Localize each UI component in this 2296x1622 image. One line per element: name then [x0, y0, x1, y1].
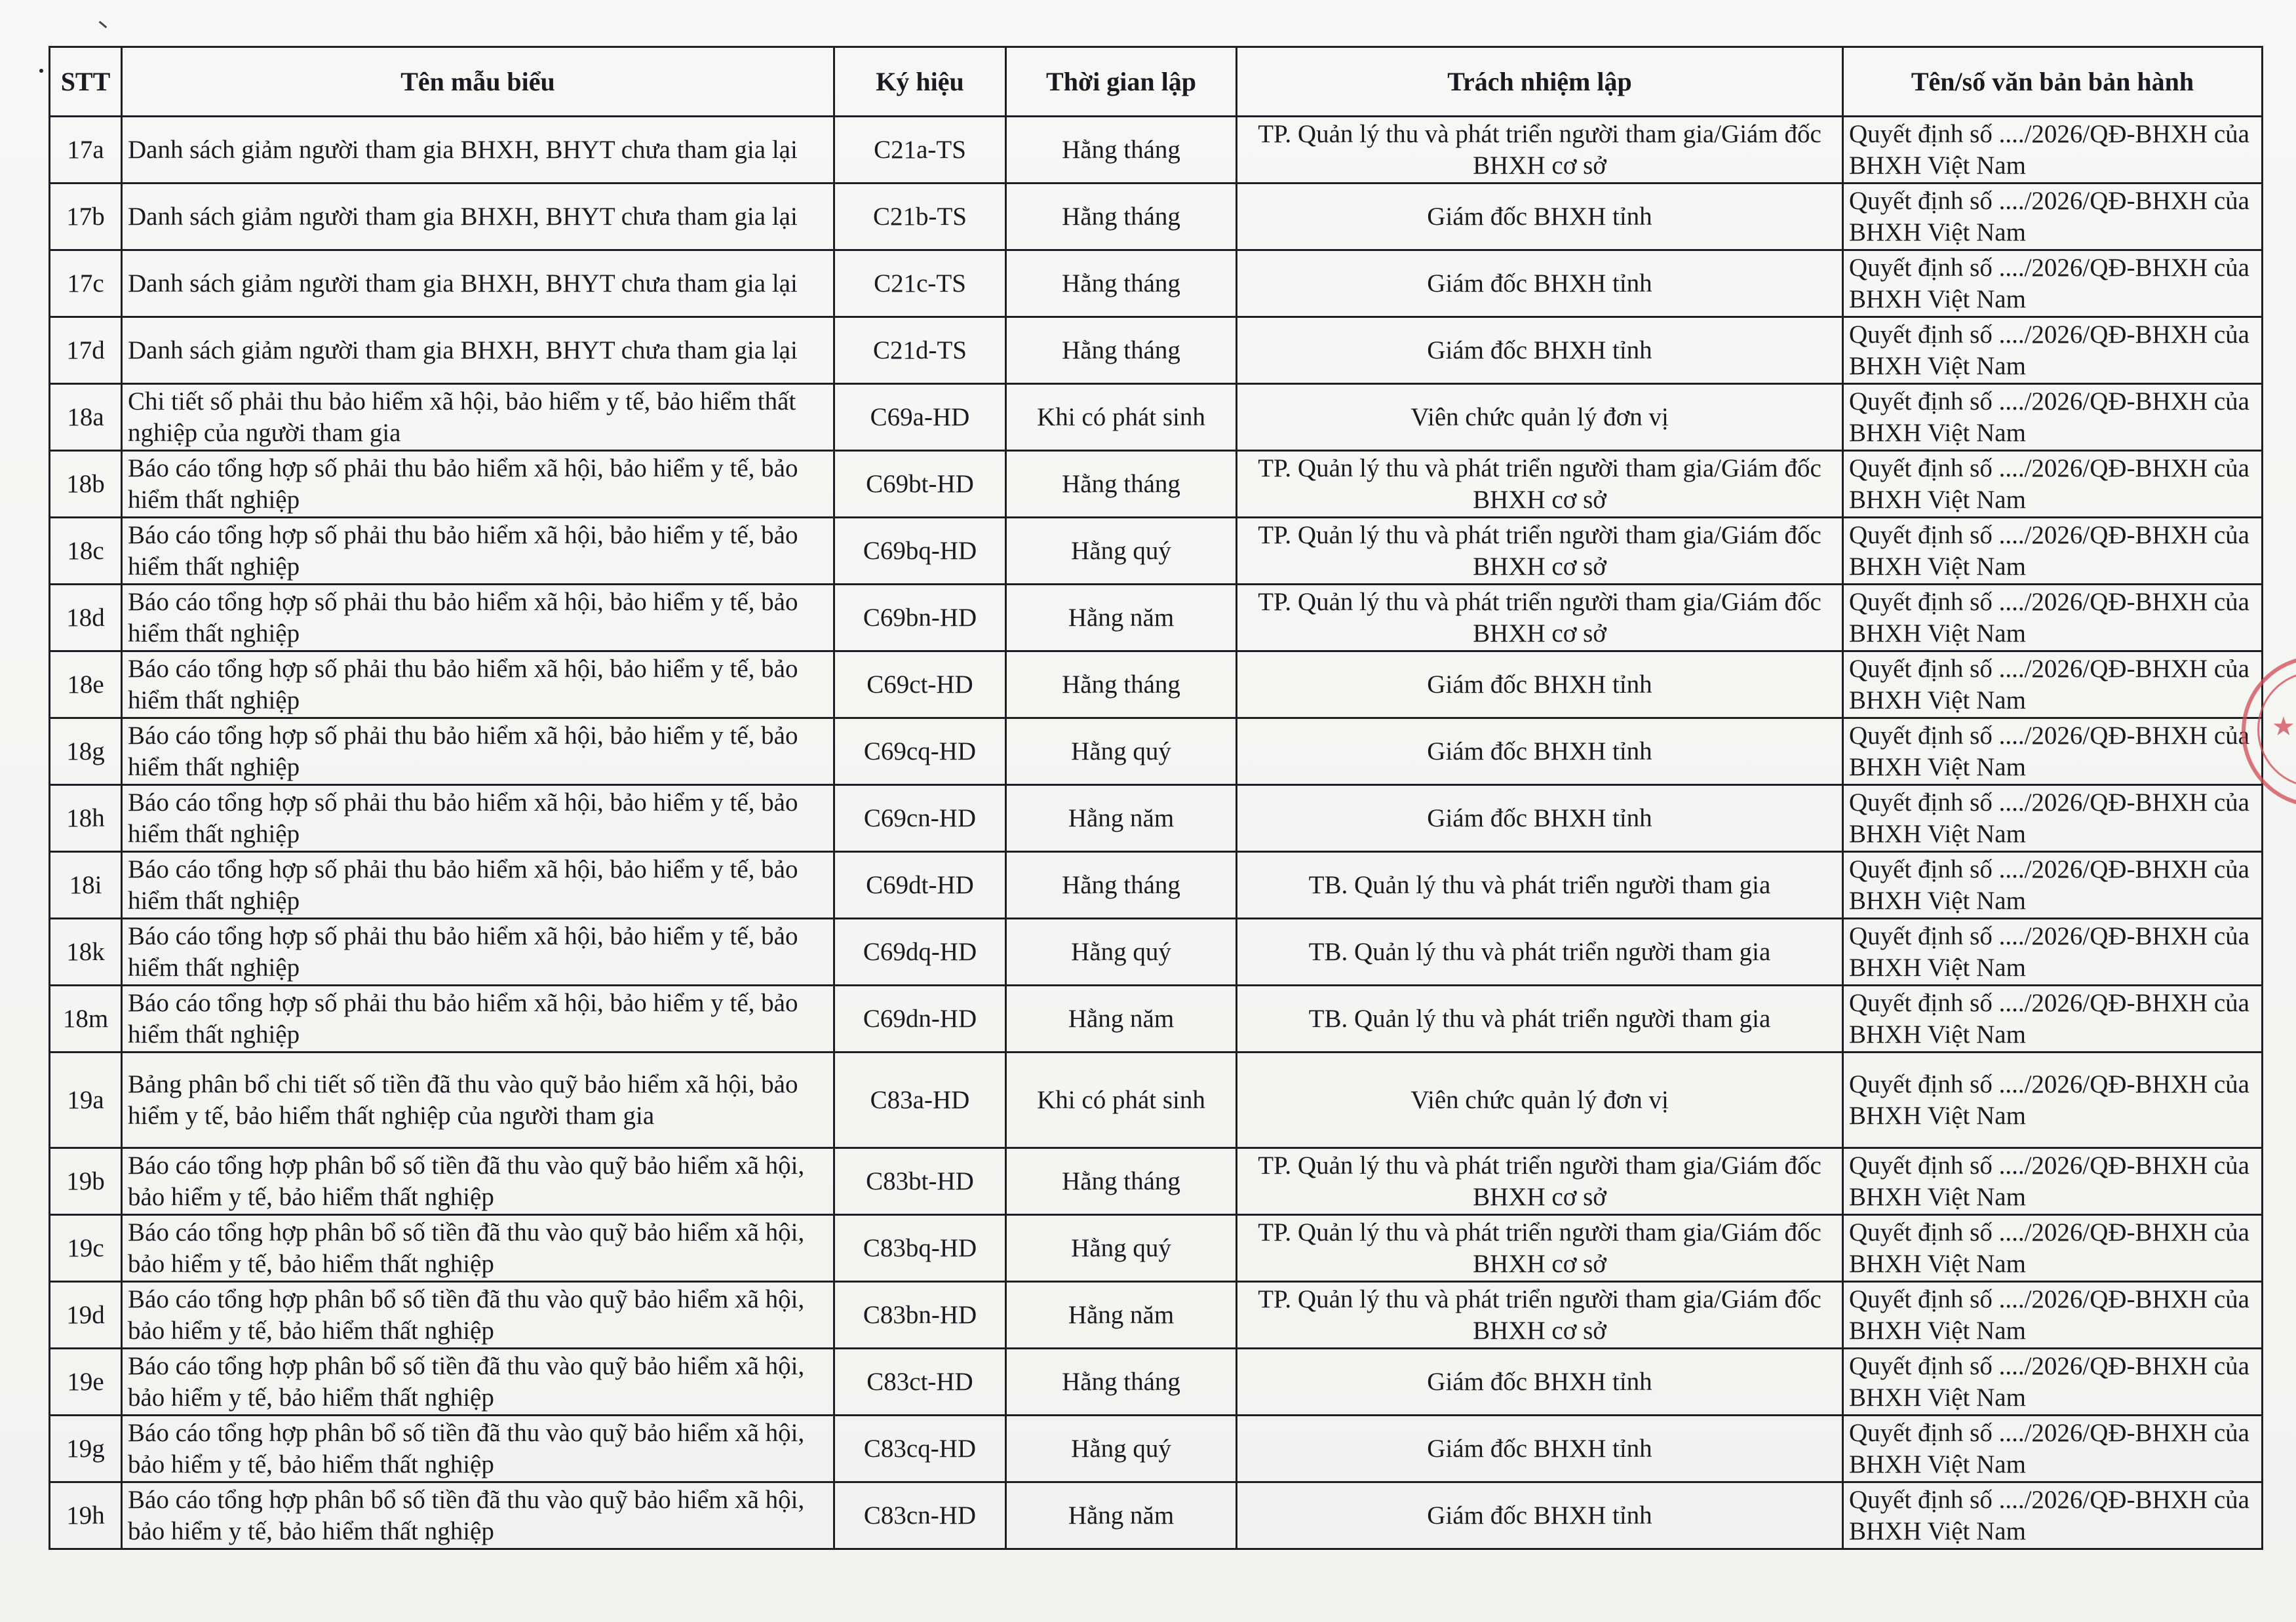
cell-form-name: Báo cáo tổng hợp số phải thu bảo hiểm xã hội, bảo hiểm y tế, bảo hiểm thất nghiệp — [122, 451, 834, 518]
cell-document: Quyết định số ..../2026/QĐ-BHXH của BHXH Việt Nam — [1843, 183, 2263, 250]
cell-responsibility: TB. Quản lý thu và phát triển người tham gia — [1237, 852, 1843, 919]
cell-responsibility: Giám đốc BHXH tỉnh — [1237, 1416, 1843, 1482]
cell-time: Hằng quý — [1006, 919, 1237, 986]
cell-stt: 19e — [50, 1349, 122, 1416]
cell-code: C69a-HD — [834, 384, 1006, 451]
cell-time: Hằng tháng — [1006, 250, 1237, 317]
table-row — [50, 852, 2263, 919]
cell-responsibility: TP. Quản lý thu và phát triển người tham gia/Giám đốc BHXH cơ sở — [1237, 1282, 1843, 1349]
cell-code: C69cq-HD — [834, 718, 1006, 785]
table-row — [50, 451, 2263, 518]
cell-time: Hằng tháng — [1006, 852, 1237, 919]
table-row — [50, 518, 2263, 585]
table-row — [50, 986, 2263, 1052]
table-row — [50, 1282, 2263, 1349]
cell-document: Quyết định số ..../2026/QĐ-BHXH của BHXH Việt Nam — [1843, 651, 2263, 718]
cell-document: Quyết định số ..../2026/QĐ-BHXH của BHXH Việt Nam — [1843, 518, 2263, 585]
cell-responsibility: Giám đốc BHXH tỉnh — [1237, 718, 1843, 785]
cell-stt: 19a — [50, 1052, 122, 1148]
cell-code: C83bt-HD — [834, 1148, 1006, 1215]
table-row — [50, 317, 2263, 384]
cell-code: C83cq-HD — [834, 1416, 1006, 1482]
cell-document: Quyết định số ..../2026/QĐ-BHXH của BHXH Việt Nam — [1843, 1215, 2263, 1282]
table-row — [50, 919, 2263, 986]
cell-form-name: Báo cáo tổng hợp phân bổ số tiền đã thu vào quỹ bảo hiểm xã hội, bảo hiểm y tế, bảo hiểm thất nghiệp — [122, 1416, 834, 1482]
table-row — [50, 1052, 2263, 1148]
cell-responsibility: Giám đốc BHXH tỉnh — [1237, 317, 1843, 384]
cell-document: Quyết định số ..../2026/QĐ-BHXH của BHXH Việt Nam — [1843, 1282, 2263, 1349]
cell-document: Quyết định số ..../2026/QĐ-BHXH của BHXH Việt Nam — [1843, 1349, 2263, 1416]
cell-time: Hằng quý — [1006, 718, 1237, 785]
cell-form-name: Báo cáo tổng hợp số phải thu bảo hiểm xã hội, bảo hiểm y tế, bảo hiểm thất nghiệp — [122, 651, 834, 718]
seal-star-icon: ★ — [2272, 712, 2295, 742]
cell-document: Quyết định số ..../2026/QĐ-BHXH của BHXH Việt Nam — [1843, 585, 2263, 651]
cell-time: Hằng tháng — [1006, 117, 1237, 183]
cell-stt: 17c — [50, 250, 122, 317]
cell-time: Hằng tháng — [1006, 317, 1237, 384]
cell-time: Hằng tháng — [1006, 651, 1237, 718]
cell-responsibility: Giám đốc BHXH tỉnh — [1237, 250, 1843, 317]
table-row — [50, 183, 2263, 250]
cell-form-name: Báo cáo tổng hợp số phải thu bảo hiểm xã hội, bảo hiểm y tế, bảo hiểm thất nghiệp — [122, 785, 834, 852]
cell-time: Hằng tháng — [1006, 451, 1237, 518]
cell-code: C83bn-HD — [834, 1282, 1006, 1349]
cell-code: C21d-TS — [834, 317, 1006, 384]
forms-table — [49, 46, 2263, 1550]
cell-document: Quyết định số ..../2026/QĐ-BHXH của BHXH Việt Nam — [1843, 852, 2263, 919]
cell-time: Hằng quý — [1006, 518, 1237, 585]
cell-stt: 18k — [50, 919, 122, 986]
cell-stt: 19b — [50, 1148, 122, 1215]
header-form-name: Tên mẫu biểu — [122, 47, 834, 117]
cell-stt: 19c — [50, 1215, 122, 1282]
cell-code: C69dt-HD — [834, 852, 1006, 919]
cell-stt: 18e — [50, 651, 122, 718]
cell-time: Hằng tháng — [1006, 183, 1237, 250]
cell-code: C69dq-HD — [834, 919, 1006, 986]
cell-document: Quyết định số ..../2026/QĐ-BHXH của BHXH Việt Nam — [1843, 986, 2263, 1052]
cell-responsibility: Giám đốc BHXH tỉnh — [1237, 1482, 1843, 1549]
cell-stt: 18g — [50, 718, 122, 785]
cell-document: Quyết định số ..../2026/QĐ-BHXH của BHXH Việt Nam — [1843, 384, 2263, 451]
cell-responsibility: TB. Quản lý thu và phát triển người tham gia — [1237, 919, 1843, 986]
cell-stt: 18c — [50, 518, 122, 585]
cell-form-name: Danh sách giảm người tham gia BHXH, BHYT chưa tham gia lại — [122, 317, 834, 384]
cell-form-name: Bảng phân bổ chi tiết số tiền đã thu vào quỹ bảo hiểm xã hội, bảo hiểm y tế, bảo hiểm thất nghiệp của người tham gia — [122, 1052, 834, 1148]
table-row — [50, 1215, 2263, 1282]
cell-form-name: Báo cáo tổng hợp số phải thu bảo hiểm xã hội, bảo hiểm y tế, bảo hiểm thất nghiệp — [122, 518, 834, 585]
cell-stt: 18m — [50, 986, 122, 1052]
cell-form-name: Danh sách giảm người tham gia BHXH, BHYT chưa tham gia lại — [122, 250, 834, 317]
cell-document: Quyết định số ..../2026/QĐ-BHXH của BHXH Việt Nam — [1843, 1416, 2263, 1482]
cell-document: Quyết định số ..../2026/QĐ-BHXH của BHXH Việt Nam — [1843, 317, 2263, 384]
cell-responsibility: Viên chức quản lý đơn vị — [1237, 384, 1843, 451]
cell-responsibility: Viên chức quản lý đơn vị — [1237, 1052, 1843, 1148]
cell-responsibility: Giám đốc BHXH tỉnh — [1237, 1349, 1843, 1416]
cell-time: Khi có phát sinh — [1006, 384, 1237, 451]
cell-stt: 19h — [50, 1482, 122, 1549]
scan-mark — [99, 21, 107, 28]
cell-code: C83cn-HD — [834, 1482, 1006, 1549]
cell-stt: 19d — [50, 1282, 122, 1349]
cell-stt: 18i — [50, 852, 122, 919]
cell-code: C69bn-HD — [834, 585, 1006, 651]
table-row — [50, 718, 2263, 785]
cell-document: Quyết định số ..../2026/QĐ-BHXH của BHXH Việt Nam — [1843, 1148, 2263, 1215]
header-code: Ký hiệu — [834, 47, 1006, 117]
cell-form-name: Danh sách giảm người tham gia BHXH, BHYT chưa tham gia lại — [122, 117, 834, 183]
cell-time: Hằng năm — [1006, 1482, 1237, 1549]
table-row — [50, 1349, 2263, 1416]
cell-time: Hằng quý — [1006, 1215, 1237, 1282]
table-row — [50, 1416, 2263, 1482]
cell-responsibility: TP. Quản lý thu và phát triển người tham gia/Giám đốc BHXH cơ sở — [1237, 585, 1843, 651]
cell-form-name: Báo cáo tổng hợp số phải thu bảo hiểm xã hội, bảo hiểm y tế, bảo hiểm thất nghiệp — [122, 852, 834, 919]
cell-stt: 18a — [50, 384, 122, 451]
cell-time: Hằng quý — [1006, 1416, 1237, 1482]
cell-code: C21a-TS — [834, 117, 1006, 183]
cell-form-name: Danh sách giảm người tham gia BHXH, BHYT chưa tham gia lại — [122, 183, 834, 250]
cell-form-name: Báo cáo tổng hợp phân bổ số tiền đã thu vào quỹ bảo hiểm xã hội, bảo hiểm y tế, bảo hiểm thất nghiệp — [122, 1215, 834, 1282]
cell-time: Khi có phát sinh — [1006, 1052, 1237, 1148]
cell-code: C83a-HD — [834, 1052, 1006, 1148]
cell-form-name: Báo cáo tổng hợp số phải thu bảo hiểm xã hội, bảo hiểm y tế, bảo hiểm thất nghiệp — [122, 986, 834, 1052]
cell-document: Quyết định số ..../2026/QĐ-BHXH của BHXH Việt Nam — [1843, 451, 2263, 518]
cell-time: Hằng tháng — [1006, 1148, 1237, 1215]
cell-responsibility: Giám đốc BHXH tỉnh — [1237, 651, 1843, 718]
cell-document: Quyết định số ..../2026/QĐ-BHXH của BHXH Việt Nam — [1843, 785, 2263, 852]
cell-code: C21c-TS — [834, 250, 1006, 317]
cell-stt: 17b — [50, 183, 122, 250]
table-row — [50, 785, 2263, 852]
cell-document: Quyết định số ..../2026/QĐ-BHXH của BHXH Việt Nam — [1843, 919, 2263, 986]
scan-dot — [39, 69, 43, 73]
cell-form-name: Chi tiết số phải thu bảo hiểm xã hội, bảo hiểm y tế, bảo hiểm thất nghiệp của người tham gia — [122, 384, 834, 451]
cell-code: C69dn-HD — [834, 986, 1006, 1052]
header-time: Thời gian lập — [1006, 47, 1237, 117]
cell-responsibility: TP. Quản lý thu và phát triển người tham gia/Giám đốc BHXH cơ sở — [1237, 451, 1843, 518]
cell-code: C69bq-HD — [834, 518, 1006, 585]
cell-responsibility: TP. Quản lý thu và phát triển người tham gia/Giám đốc BHXH cơ sở — [1237, 518, 1843, 585]
cell-time: Hằng năm — [1006, 1282, 1237, 1349]
cell-responsibility: TB. Quản lý thu và phát triển người tham gia — [1237, 986, 1843, 1052]
cell-form-name: Báo cáo tổng hợp số phải thu bảo hiểm xã hội, bảo hiểm y tế, bảo hiểm thất nghiệp — [122, 919, 834, 986]
cell-responsibility: TP. Quản lý thu và phát triển người tham gia/Giám đốc BHXH cơ sở — [1237, 117, 1843, 183]
cell-responsibility: TP. Quản lý thu và phát triển người tham gia/Giám đốc BHXH cơ sở — [1237, 1215, 1843, 1282]
table-row — [50, 250, 2263, 317]
cell-form-name: Báo cáo tổng hợp phân bổ số tiền đã thu vào quỹ bảo hiểm xã hội, bảo hiểm y tế, bảo hiểm thất nghiệp — [122, 1349, 834, 1416]
cell-document: Quyết định số ..../2026/QĐ-BHXH của BHXH Việt Nam — [1843, 1052, 2263, 1148]
table-row — [50, 585, 2263, 651]
cell-code: C69ct-HD — [834, 651, 1006, 718]
table-row — [50, 117, 2263, 183]
table-header-row — [50, 47, 2263, 117]
cell-document: Quyết định số ..../2026/QĐ-BHXH của BHXH Việt Nam — [1843, 250, 2263, 317]
cell-form-name: Báo cáo tổng hợp phân bổ số tiền đã thu vào quỹ bảo hiểm xã hội, bảo hiểm y tế, bảo hiểm thất nghiệp — [122, 1148, 834, 1215]
cell-form-name: Báo cáo tổng hợp số phải thu bảo hiểm xã hội, bảo hiểm y tế, bảo hiểm thất nghiệp — [122, 718, 834, 785]
cell-stt: 18b — [50, 451, 122, 518]
table-row — [50, 651, 2263, 718]
cell-document: Quyết định số ..../2026/QĐ-BHXH của BHXH Việt Nam — [1843, 117, 2263, 183]
cell-stt: 17a — [50, 117, 122, 183]
cell-stt: 18d — [50, 585, 122, 651]
header-document: Tên/số văn bản bản hành — [1843, 47, 2263, 117]
cell-time: Hằng năm — [1006, 785, 1237, 852]
cell-stt: 17d — [50, 317, 122, 384]
cell-stt: 18h — [50, 785, 122, 852]
cell-document: Quyết định số ..../2026/QĐ-BHXH của BHXH Việt Nam — [1843, 1482, 2263, 1549]
cell-stt: 19g — [50, 1416, 122, 1482]
cell-code: C69bt-HD — [834, 451, 1006, 518]
cell-form-name: Báo cáo tổng hợp số phải thu bảo hiểm xã hội, bảo hiểm y tế, bảo hiểm thất nghiệp — [122, 585, 834, 651]
cell-code: C69cn-HD — [834, 785, 1006, 852]
table-row — [50, 1482, 2263, 1549]
cell-time: Hằng năm — [1006, 585, 1237, 651]
table-row — [50, 384, 2263, 451]
cell-responsibility: TP. Quản lý thu và phát triển người tham gia/Giám đốc BHXH cơ sở — [1237, 1148, 1843, 1215]
cell-time: Hằng năm — [1006, 986, 1237, 1052]
cell-code: C83bq-HD — [834, 1215, 1006, 1282]
header-responsibility: Trách nhiệm lập — [1237, 47, 1843, 117]
cell-form-name: Báo cáo tổng hợp phân bổ số tiền đã thu vào quỹ bảo hiểm xã hội, bảo hiểm y tế, bảo hiểm thất nghiệp — [122, 1482, 834, 1549]
cell-document: Quyết định số ..../2026/QĐ-BHXH của BHXH Việt Nam — [1843, 718, 2263, 785]
table-row — [50, 1148, 2263, 1215]
header-stt: STT — [50, 47, 122, 117]
cell-responsibility: Giám đốc BHXH tỉnh — [1237, 785, 1843, 852]
cell-time: Hằng tháng — [1006, 1349, 1237, 1416]
cell-code: C83ct-HD — [834, 1349, 1006, 1416]
cell-code: C21b-TS — [834, 183, 1006, 250]
cell-responsibility: Giám đốc BHXH tỉnh — [1237, 183, 1843, 250]
cell-form-name: Báo cáo tổng hợp phân bổ số tiền đã thu vào quỹ bảo hiểm xã hội, bảo hiểm y tế, bảo hiểm thất nghiệp — [122, 1282, 834, 1349]
